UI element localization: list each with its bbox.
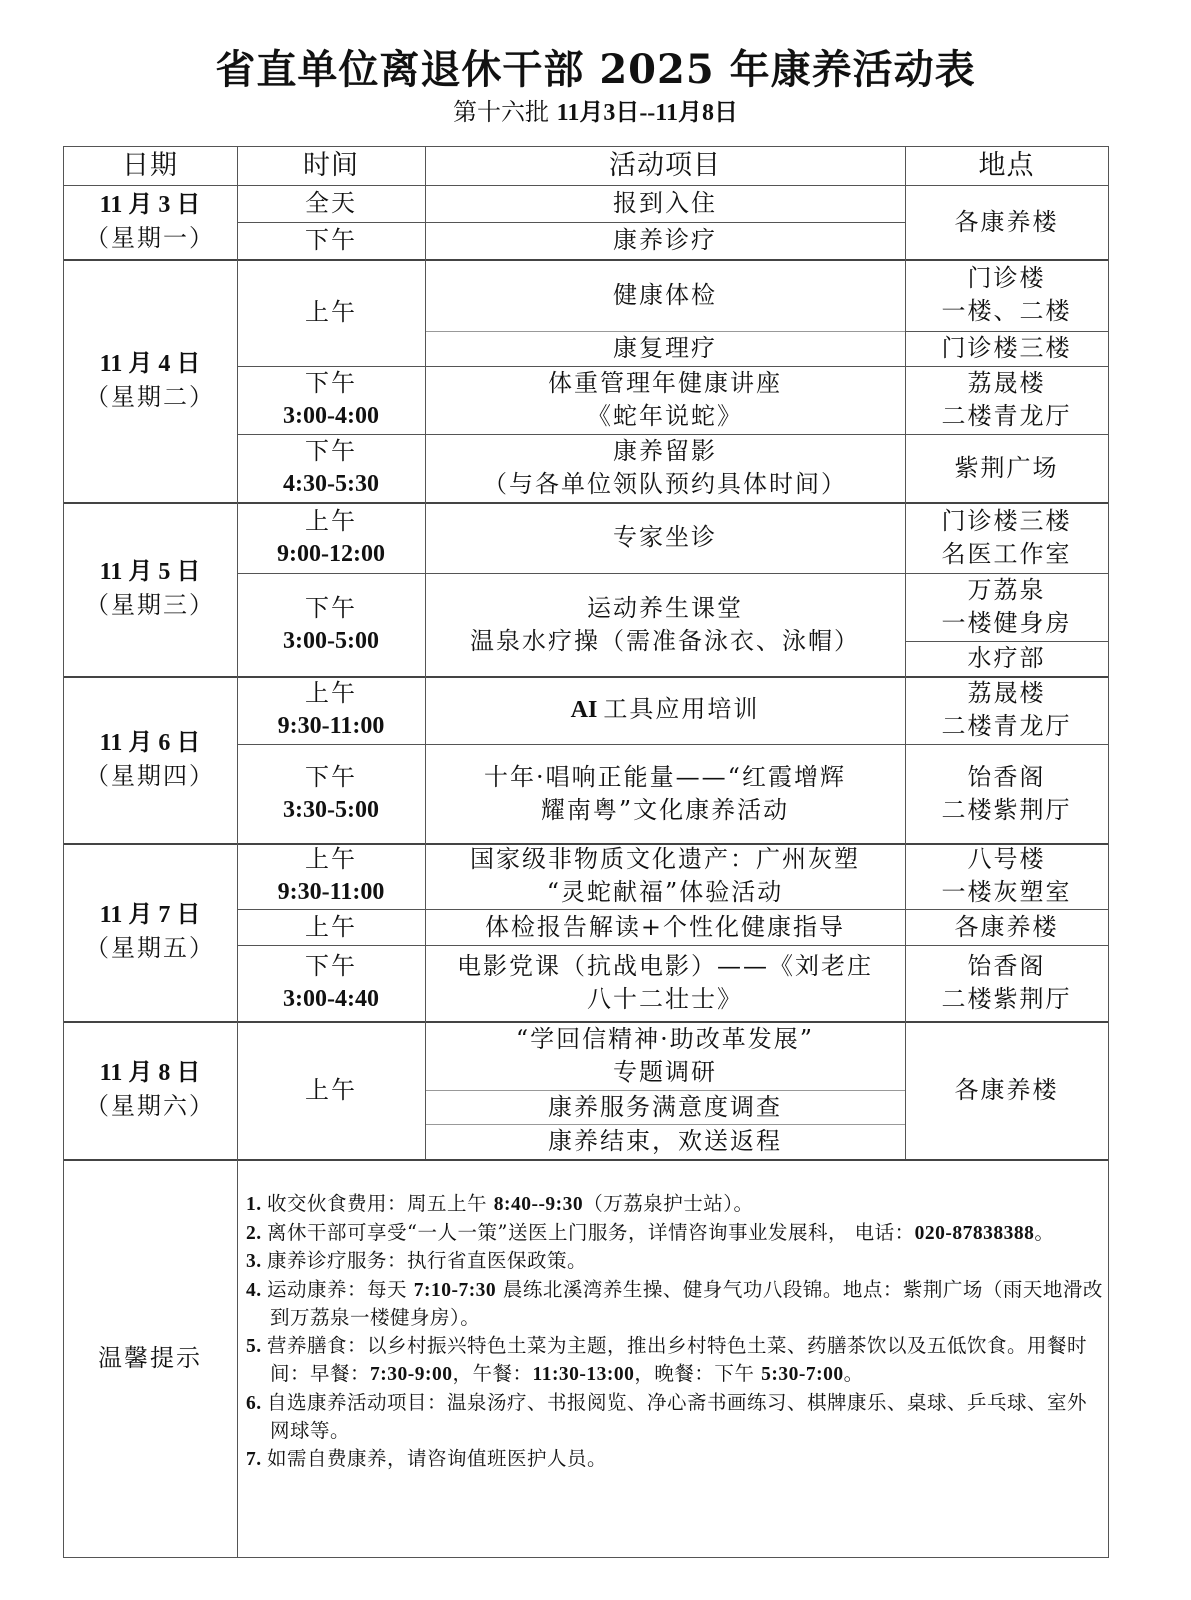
column-header [63, 146, 237, 185]
tip-time-value: 020-87838388 [914, 1222, 1035, 1244]
row-divider [237, 945, 426, 946]
date-cell [63, 502, 237, 676]
weekday-label: （星期五） [85, 934, 215, 962]
tip-item [246, 1445, 1106, 1474]
time-cell [237, 676, 425, 744]
location-cell [905, 573, 1108, 641]
tip-time-value: 7:10-7:30 [413, 1279, 497, 1301]
activity-line: 健康体检 [613, 280, 717, 309]
period-label: 下午 [305, 952, 357, 980]
location-line: 门诊楼三楼 [941, 334, 1072, 362]
row-divider [63, 146, 1109, 147]
date-label: 11 月 5 日 [99, 559, 201, 585]
date-cell [63, 676, 237, 843]
tip-text: 如需自费康养，请咨询值班医护人员。 [267, 1446, 608, 1470]
tip-number: 6. [246, 1392, 267, 1414]
time-range: 9:30-11:00 [277, 879, 385, 905]
location-line: 饴香阁 [967, 762, 1046, 791]
column-header-label: 时间 [303, 150, 359, 181]
column-header-label: 日期 [122, 150, 178, 181]
location-line: 二楼紫荆厅 [941, 985, 1072, 1013]
activity-line: 八十二壮士》 [587, 985, 743, 1013]
location-line: 八号楼 [967, 845, 1046, 873]
period-label: 上午 [305, 506, 357, 535]
weekday-label: （星期六） [85, 1092, 215, 1120]
date-cell [63, 843, 237, 1021]
tip-time-value: 8:40--9:30 [493, 1194, 584, 1215]
time-range: 9:00-12:00 [277, 540, 385, 567]
column-header-label: 地点 [978, 150, 1035, 181]
location-line: 荔晟楼 [967, 679, 1046, 707]
activity-bold-prefix: AI [570, 697, 604, 723]
column-divider [1108, 146, 1109, 1558]
weekday-label: （星期一） [85, 224, 215, 252]
time-cell [237, 259, 425, 366]
location-line: 紫荆广场 [954, 453, 1059, 482]
date-label: 11 月 4 日 [99, 350, 201, 377]
row-divider [237, 366, 426, 367]
tips-label: 温馨提示 [98, 1343, 202, 1372]
location-cell [905, 502, 1108, 573]
location-line: 一楼健身房 [941, 609, 1072, 637]
activity-cell [425, 1021, 905, 1090]
period-label: 上午 [305, 679, 357, 707]
activity-line: AI 工具应用培训 [570, 695, 760, 723]
location-line: 一楼、二楼 [941, 297, 1072, 325]
tip-item [246, 1389, 1106, 1445]
activity-cell [425, 676, 905, 744]
row-divider [237, 222, 426, 223]
activity-line: 报到入住 [613, 189, 717, 217]
tip-text: 离休干部可享受“一人一策”送医上门服务，详情咨询事业发展科， 电话： [267, 1220, 915, 1244]
tip-text: （万荔泉护士站）。 [583, 1192, 754, 1215]
row-divider [905, 744, 1109, 745]
activity-line: 十年·唱响正能量——“红霞增辉 [484, 762, 846, 791]
activity-line: 运动养生课堂 [587, 593, 743, 622]
column-divider [905, 146, 906, 1159]
page-subtitle [0, 92, 1191, 127]
row-divider [237, 434, 426, 435]
time-cell [237, 744, 425, 843]
period-label: 上午 [305, 298, 357, 326]
location-cell [905, 945, 1108, 1021]
row-divider [905, 641, 1109, 642]
location-line: 门诊楼 [967, 264, 1046, 292]
activity-line: 专题调研 [613, 1057, 717, 1086]
location-line: 各康养楼 [954, 1075, 1059, 1104]
activity-line: 国家级非物质文化遗产：广州灰塑 [470, 845, 860, 873]
date-label: 11 月 3 日 [99, 192, 201, 218]
activity-line: 体检报告解读+个性化健康指导 [484, 912, 846, 941]
date-label: 11 月 8 日 [99, 1060, 201, 1086]
row-divider [425, 1090, 906, 1091]
activity-line: 康养留影 [613, 437, 717, 465]
tip-text: 晨练北溪湾养生操、健身气功八段锦。地点：紫荆广场（雨天地滑改到万荔泉一楼健身房）。 [270, 1277, 1103, 1329]
row-divider [425, 1124, 906, 1125]
row-divider [425, 573, 906, 574]
row-divider [63, 1557, 1109, 1558]
tip-item [246, 1276, 1106, 1332]
weekday-label: （星期二） [85, 382, 215, 411]
activity-cell [425, 744, 905, 843]
activity-line: 体重管理年健康讲座 [548, 369, 782, 397]
column-divider [237, 146, 238, 1558]
activity-cell [425, 434, 905, 502]
activity-cell [425, 945, 905, 1021]
time-range: 4:30-5:30 [283, 471, 379, 497]
tips-label-cell [63, 1159, 237, 1557]
activity-cell [425, 573, 905, 676]
row-divider [905, 909, 1109, 910]
tip-text: ，午餐： [452, 1362, 533, 1385]
tip-text: 收交伙食费用：周五上午 [267, 1192, 494, 1215]
activity-cell [425, 1090, 905, 1124]
row-divider [425, 909, 906, 910]
time-cell [237, 909, 425, 945]
activity-cell [425, 502, 905, 573]
tip-number: 1. [246, 1194, 267, 1215]
time-cell [237, 222, 425, 259]
date-label: 11 月 6 日 [99, 729, 201, 756]
location-line: 二楼紫荆厅 [941, 795, 1072, 824]
time-cell [237, 945, 425, 1021]
location-line: 饴香阁 [967, 952, 1046, 980]
tip-text: 自选康养活动项目：温泉汤疗、书报阅览、净心斋书画练习、棋牌康乐、桌球、乒乓球、室外网球等。 [267, 1390, 1088, 1442]
activity-cell [425, 366, 905, 434]
time-range: 3:30-5:00 [283, 796, 379, 823]
row-divider [905, 366, 1109, 367]
time-cell [237, 366, 425, 434]
row-divider [425, 222, 906, 223]
location-cell [905, 259, 1108, 331]
activity-cell [425, 185, 905, 222]
row-divider [237, 573, 426, 574]
activity-line: 康复理疗 [613, 334, 717, 362]
tip-number: 3. [246, 1251, 267, 1272]
location-line: 各康养楼 [954, 912, 1059, 941]
time-range: 3:00-5:00 [283, 627, 379, 654]
location-line: 万荔泉 [967, 576, 1046, 604]
tip-text: 营养膳食：以乡村振兴特色土菜为主题，推出乡村特色土菜、药膳茶饮以及五低饮食。用餐时间：早餐： [267, 1333, 1088, 1385]
period-label: 下午 [305, 762, 357, 791]
activity-line: 康养诊疗 [613, 226, 717, 254]
batch-label: 第十六批 [453, 98, 549, 126]
row-divider [905, 945, 1109, 946]
row-divider [905, 573, 1109, 574]
tip-text: 运动康养：每天 [267, 1277, 414, 1301]
row-divider [63, 185, 1109, 186]
time-range: 3:00-4:00 [283, 403, 379, 429]
tip-number: 2. [246, 1222, 267, 1244]
location-line: 二楼青龙厅 [941, 402, 1072, 430]
tip-number: 5. [246, 1335, 267, 1357]
date-cell [63, 185, 237, 259]
column-header [905, 146, 1108, 185]
row-divider [425, 945, 906, 946]
activity-line: 耀南粤”文化康养活动 [540, 795, 790, 824]
date-cell [63, 1021, 237, 1159]
activity-line: 《蛇年说蛇》 [587, 402, 743, 430]
time-cell [237, 434, 425, 502]
activity-cell [425, 259, 905, 331]
row-divider [425, 331, 906, 332]
tip-item [246, 1219, 1106, 1248]
weekday-label: （星期三） [85, 591, 215, 619]
tip-item [246, 1190, 1106, 1219]
activity-line: 康养服务满意度调查 [548, 1092, 782, 1121]
date-range: 11月3日--11月8日 [556, 100, 738, 126]
column-header [237, 146, 425, 185]
location-line: 各康养楼 [954, 207, 1059, 236]
activity-line: “灵蛇献福”体验活动 [546, 878, 784, 906]
tip-text: ，晚餐：下午 [634, 1362, 762, 1385]
tip-time-value: 7:30-9:00 [370, 1364, 453, 1385]
location-line: 水疗部 [967, 644, 1046, 672]
row-divider [425, 366, 906, 367]
date-label: 11 月 7 日 [99, 902, 201, 928]
activity-line: “学回信精神·助改革发展” [515, 1024, 815, 1053]
tip-text: 。 [843, 1362, 864, 1385]
tip-item [246, 1332, 1106, 1389]
tip-item [246, 1247, 1106, 1276]
row-divider [425, 744, 906, 745]
time-cell [237, 573, 425, 676]
location-cell [905, 434, 1108, 502]
date-cell [63, 259, 237, 502]
period-label: 下午 [305, 369, 357, 397]
weekday-label: （星期四） [85, 761, 215, 790]
activity-line: 专家坐诊 [613, 523, 717, 551]
time-cell [237, 502, 425, 573]
location-cell [905, 843, 1108, 909]
location-cell [905, 1021, 1108, 1159]
row-divider [905, 331, 1109, 332]
activity-line: （与各单位领队预约具体时间） [483, 470, 847, 498]
location-cell [905, 676, 1108, 744]
location-cell [905, 185, 1108, 259]
tip-number: 7. [246, 1448, 267, 1470]
time-range: 9:30-11:00 [277, 713, 385, 739]
location-line: 门诊楼三楼 [941, 506, 1072, 535]
location-cell [905, 331, 1108, 366]
tip-time-value: 11:30-13:00 [532, 1364, 635, 1385]
period-label: 全天 [305, 189, 357, 217]
page-title: 省直单位离退休干部 2025 年康养活动表 [215, 46, 976, 93]
location-cell [905, 641, 1108, 676]
location-cell [905, 909, 1108, 945]
tip-number: 4. [246, 1279, 267, 1301]
activity-line: 电影党课（抗战电影）——《刘老庄 [457, 952, 873, 980]
location-cell [905, 366, 1108, 434]
activity-line: 康养结束，欢送返程 [548, 1127, 782, 1155]
tip-text: 。 [1034, 1220, 1055, 1244]
time-cell [237, 185, 425, 222]
period-label: 上午 [305, 1075, 357, 1104]
tip-text: 康养诊疗服务：执行省直医保政策。 [267, 1249, 588, 1272]
location-cell [905, 744, 1108, 843]
column-header-label: 活动项目 [609, 150, 721, 181]
period-label: 下午 [305, 226, 357, 254]
activity-cell [425, 331, 905, 366]
time-cell [237, 843, 425, 909]
activity-cell [425, 222, 905, 259]
row-divider [425, 434, 906, 435]
row-divider [237, 909, 426, 910]
column-divider [425, 146, 426, 1159]
location-line: 二楼青龙厅 [941, 712, 1072, 740]
location-line: 一楼灰塑室 [941, 878, 1072, 906]
time-cell [237, 1021, 425, 1159]
row-divider [905, 434, 1109, 435]
location-line: 荔晟楼 [967, 369, 1046, 397]
activity-cell [425, 909, 905, 945]
row-divider [237, 744, 426, 745]
location-line: 名医工作室 [941, 539, 1072, 568]
column-header [425, 146, 905, 185]
tips-list [246, 1190, 1106, 1473]
period-label: 上午 [305, 912, 357, 941]
time-range: 3:00-4:40 [283, 986, 379, 1012]
period-label: 上午 [305, 845, 357, 873]
period-label: 下午 [305, 437, 357, 465]
period-label: 下午 [305, 593, 357, 622]
activity-cell [425, 1124, 905, 1159]
tip-time-value: 5:30-7:00 [761, 1364, 844, 1385]
activity-cell [425, 843, 905, 909]
activity-line: 温泉水疗操（需准备泳衣、泳帽） [470, 626, 860, 655]
